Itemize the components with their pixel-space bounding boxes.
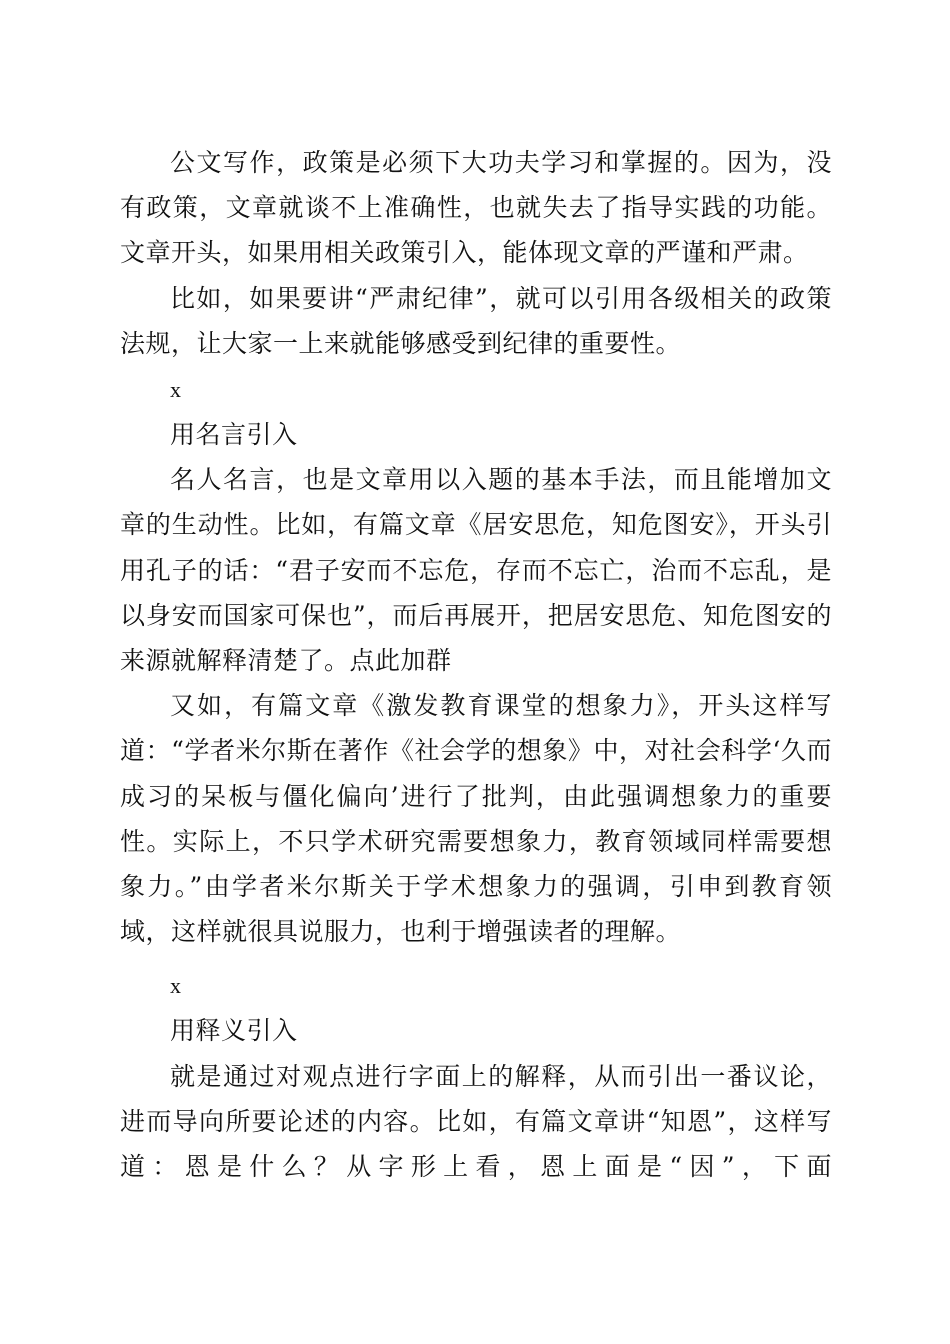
document-page	[120, 140, 832, 1189]
paragraph-policy-intro: 公文写作，政策是必须下大功夫学习和掌握的。因为，没有政策，文章就谈不上准确性，也就失去了指导实践的功能。文章开头，如果用相关政策引入，能体现文章的严谨和严肃。	[120, 148, 832, 268]
section-separator: x	[170, 973, 181, 999]
spacer	[120, 954, 832, 962]
paragraph-quote-intro: 名人名言，也是文章用以入题的基本手法，而且能增加文章的生动性。比如，有篇文章《居安思危，知危图安》，开头引用孔子的话：“君子安而不忘危，存而不忘亡，治而不忘乱，是以身安而国家可保也”，而后再展开，把居安思危、知危图安的来源就解释清楚了。点此加群	[120, 465, 832, 676]
section-heading-quote: 用名言引入	[170, 420, 298, 450]
section-heading-definition: 用释义引入	[170, 1016, 298, 1046]
paragraph-policy-example: 比如，如果要讲“严肃纪律”，就可以引用各级相关的政策法规，让大家一上来就能够感受到纪律的重要性。	[120, 283, 832, 358]
paragraph-definition-intro: 就是通过对观点进行字面上的解释，从而引出一番议论，进而导向所要论述的内容。比如，有篇文章讲“知恩”，这样写道：恩是什么？从字形上看，恩上面是“因”，下面	[120, 1061, 832, 1182]
paragraph-quote-example: 又如，有篇文章《激发教育课堂的想象力》，开头这样写道：“学者米尔斯在著作《社会学的想象》中，对社会科学‘久而成习的呆板与僵化偏向’进行了批判，由此强调想象力的重要性。实际上，不只学术研究需要想象力，教育领域同样需要想象力。”由学者米尔斯关于学术想象力的强调，引申到教育领域，这样就很具说服力，也利于增强读者的理解。	[120, 691, 832, 947]
section-separator: x	[170, 377, 181, 403]
